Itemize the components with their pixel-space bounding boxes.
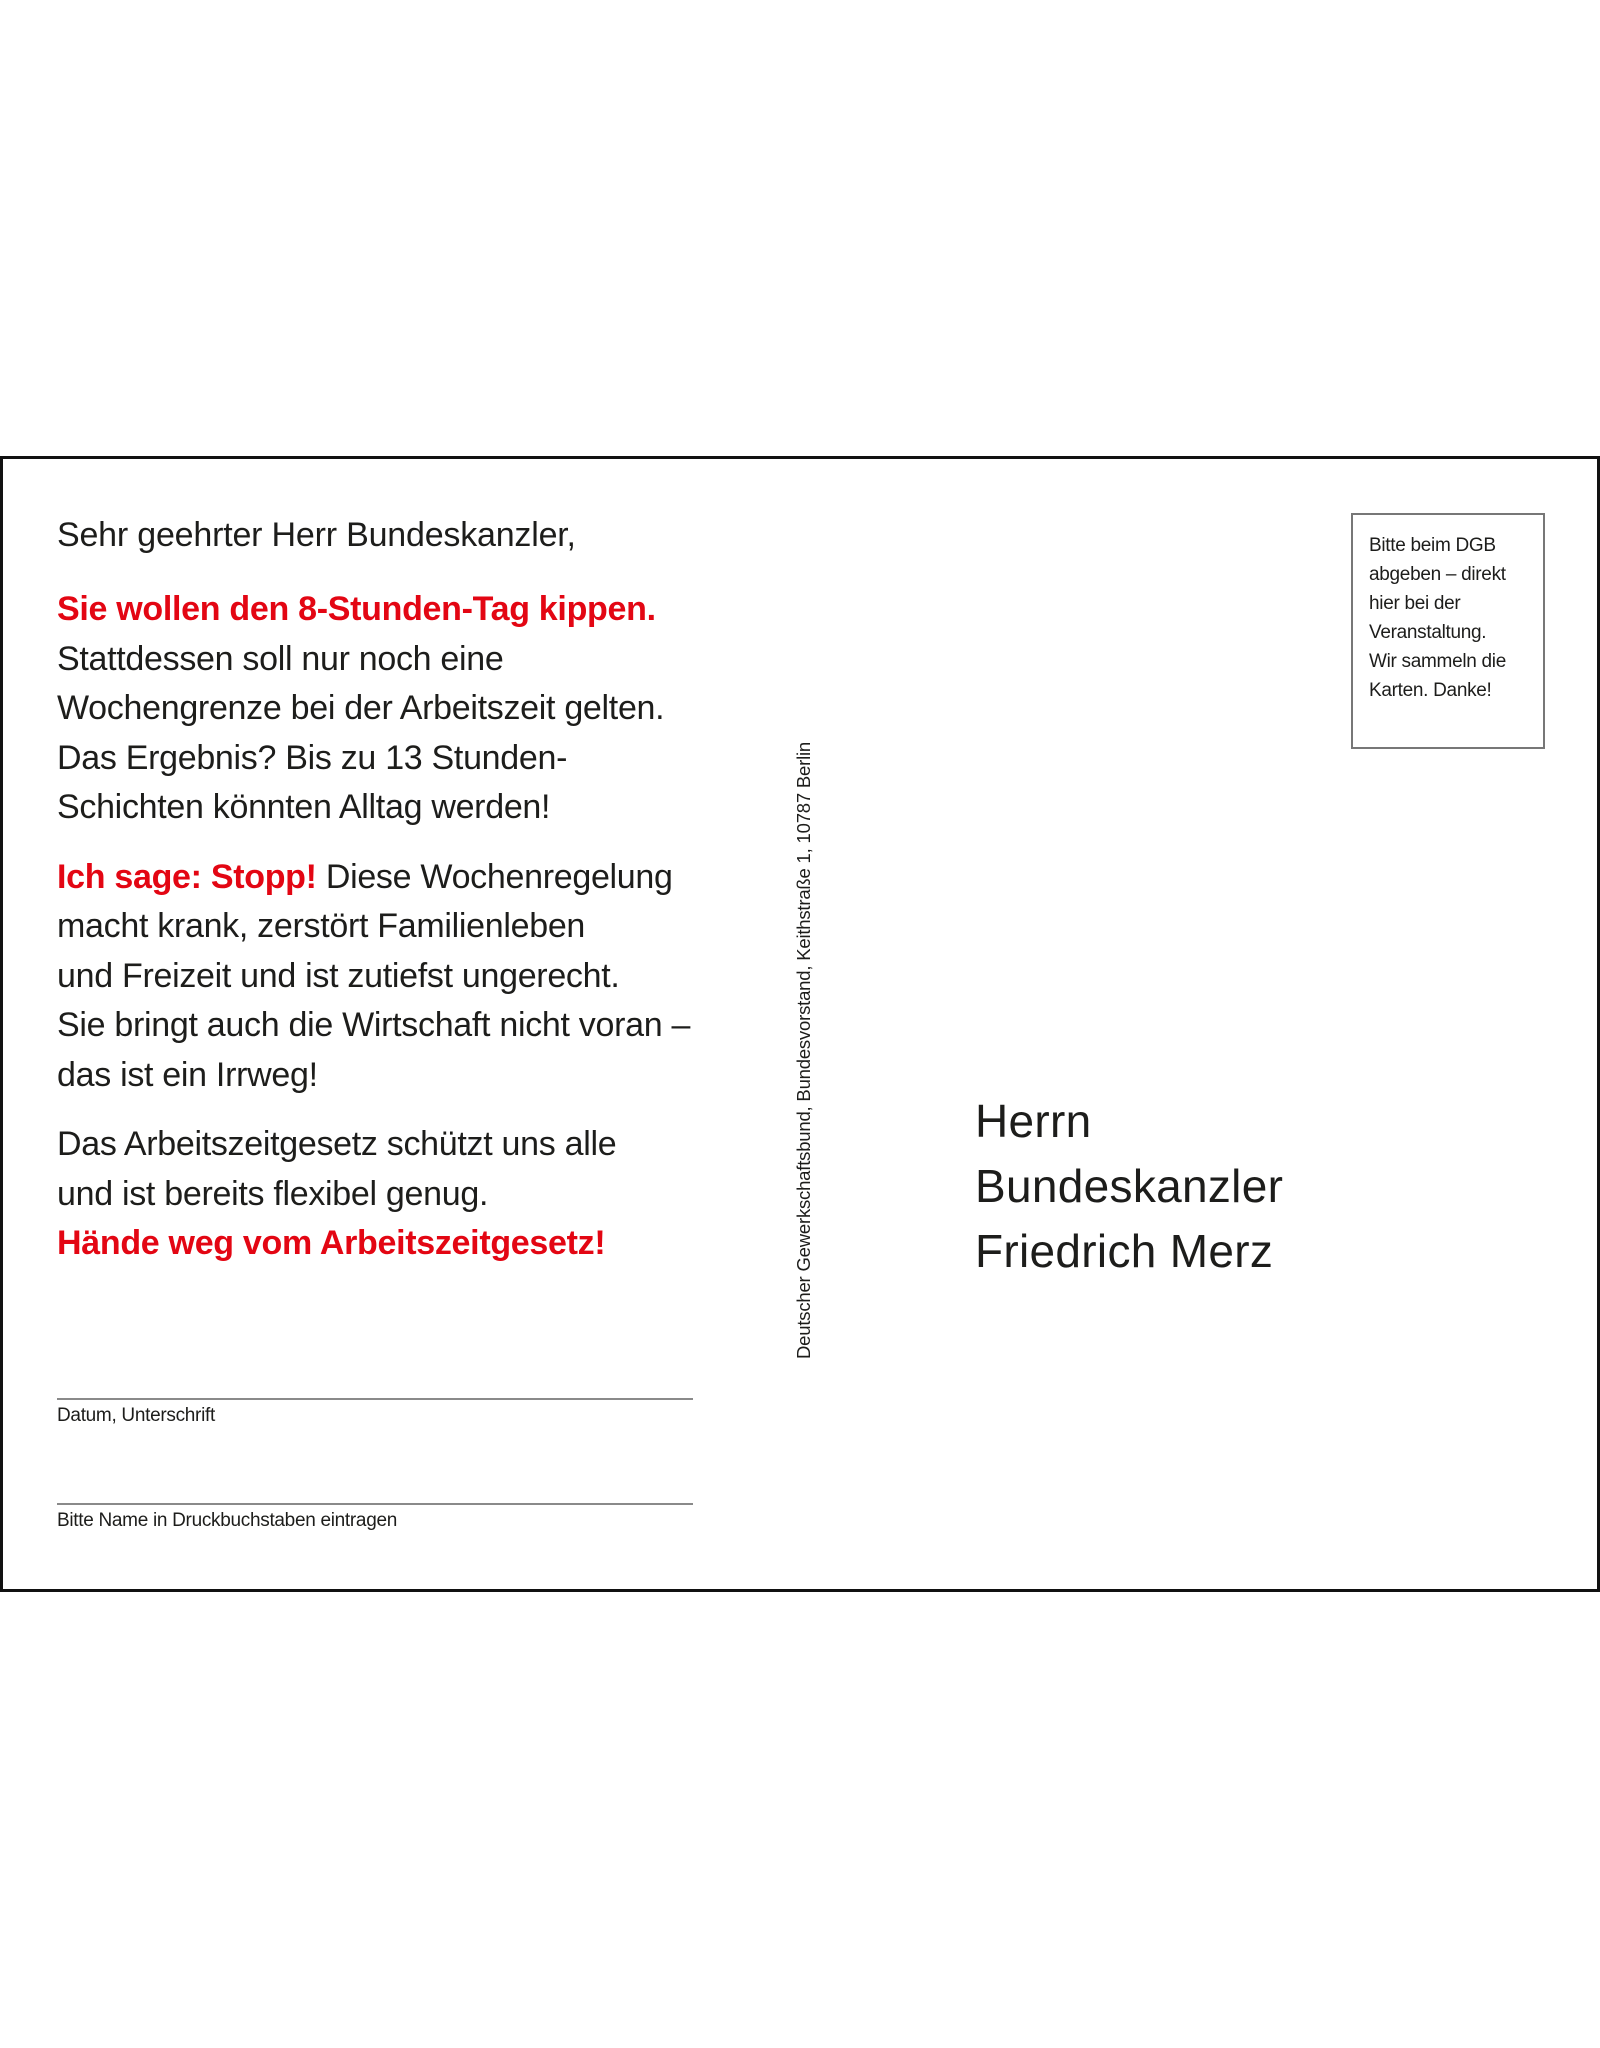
paragraph-2-first-line [57,853,757,903]
paragraph-1-line: Wochengrenze bei der Arbeitszeit gelten. [57,689,665,727]
paragraph-2-first-line-rest: Diese Wochenregelung [316,857,673,896]
date-signature-label: Datum, Unterschrift [57,1405,215,1426]
paragraph-2-line: Sie bringt auch die Wirtschaft nicht voran – [57,1006,691,1044]
paragraph-2-line: und Freizeit und ist zutiefst ungerecht. [57,956,620,995]
postcard [0,456,1600,1592]
stamp-box-text [1369,531,1506,705]
paragraph-2 [57,853,757,1101]
recipient-title: Bundeskanzler [975,1160,1284,1212]
recipient-address [975,1089,1283,1284]
closing-red: Hände weg vom Arbeitszeitgesetz! [57,1224,606,1262]
stop-highlight: Ich sage: Stopp! [57,857,317,896]
print-name-label: Bitte Name in Druckbuchstaben eintragen [57,1510,397,1531]
paragraph-1-line: Das Ergebnis? Bis zu 13 Stunden- [57,738,568,777]
paragraph-3-line: Das Arbeitszeitgesetz schützt uns alle [57,1125,617,1163]
recipient-salutation: Herrn [975,1095,1092,1147]
paragraph-3 [57,1120,757,1269]
stamp-box-line: abgeben – direkt [1369,564,1506,585]
paragraph-1 [57,585,757,833]
sender-address-vertical: Deutscher Gewerkschaftsbund, Bundesvorstand, Keithstraße 1, 10787 Berlin [793,741,814,1359]
stamp-box-line: Bitte beim DGB [1369,535,1496,556]
paragraph-1-line: Schichten könnten Alltag werden! [57,788,551,826]
greeting: Sehr geehrter Herr Bundeskanzler, [57,516,576,554]
stamp-box [1351,513,1545,749]
paragraph-2-line: macht krank, zerstört Familienleben [57,907,586,945]
message-block [57,515,757,1269]
paragraph-2-line: das ist ein Irrweg! [57,1055,318,1094]
stamp-box-line: Wir sammeln die [1369,651,1506,672]
paragraph-1-line: Stattdessen soll nur noch eine [57,639,504,678]
headline-red: Sie wollen den 8-Stunden-Tag kippen. [57,590,656,628]
print-name-line[interactable] [57,1503,693,1505]
date-signature-line[interactable] [57,1398,693,1400]
recipient-name: Friedrich Merz [975,1225,1274,1277]
paragraph-3-line: und ist bereits flexibel genug. [57,1174,489,1213]
stamp-box-line: hier bei der [1369,593,1461,614]
stamp-box-line: Karten. Danke! [1369,680,1492,701]
stamp-box-line: Veranstaltung. [1369,622,1487,643]
